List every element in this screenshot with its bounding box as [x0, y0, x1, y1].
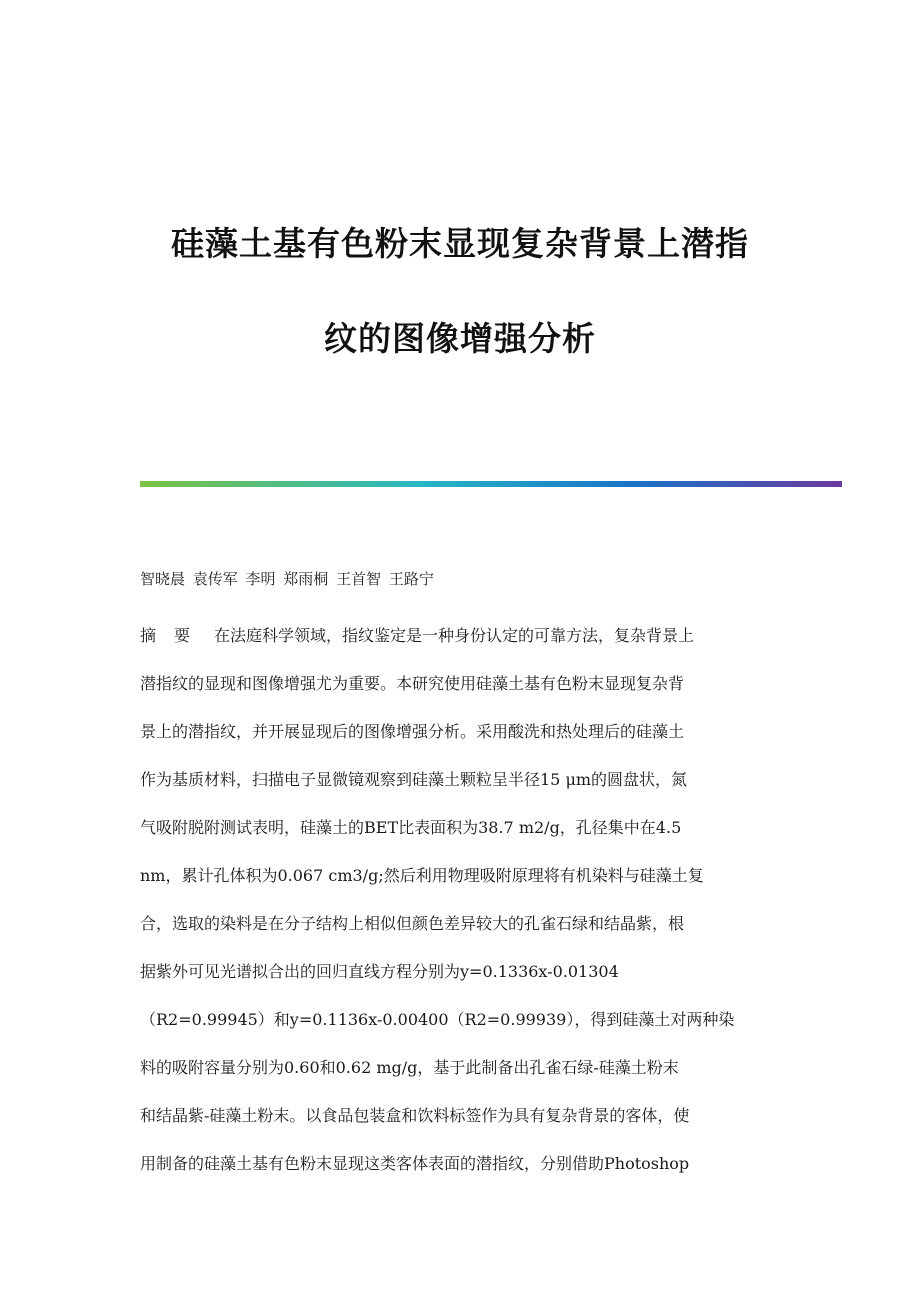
abstract-line: 作为基质材料，扫描电子显微镜观察到硅藻土颗粒呈半径15 μm的圆盘状，氮 [140, 770, 688, 789]
abstract-line: 用制备的硅藻土基有色粉末显现这类客体表面的潜指纹，分别借助Photoshop [140, 1154, 690, 1173]
title-divider [140, 481, 842, 487]
abstract-line: 料的吸附容量分别为0.60和0.62 mg/g，基于此制备出孔雀石绿-硅藻土粉末 [140, 1058, 679, 1077]
abstract-text: 在法庭科学领域，指纹鉴定是一种身份认定的可靠方法，复杂背景上 [214, 626, 695, 645]
abstract-line: 据紫外可见光谱拟合出的回归直线方程分别为y=0.1336x-0.01304 [140, 962, 619, 981]
abstract-line: 潜指纹的显现和图像增强尤为重要。本研究使用硅藻土基有色粉末显现复杂背 [140, 674, 685, 693]
paper-title-line-1: 硅藻土基有色粉末显现复杂背景上潜指 [171, 224, 749, 263]
abstract-line: 合，选取的染料是在分子结构上相似但颜色差异较大的孔雀石绿和结晶紫，根 [140, 914, 685, 933]
abstract-line: 景上的潜指纹，并开展显现后的图像增强分析。采用酸洗和热处理后的硅藻土 [140, 722, 685, 741]
abstract-line: 气吸附脱附测试表明，硅藻土的BET比表面积为38.7 m2/g，孔径集中在4.5 [140, 818, 682, 837]
author-list: 智晓晨 袁传军 李明 郑雨桐 王首智 王路宁 [140, 570, 434, 588]
abstract-line [140, 622, 780, 670]
abstract-line: （R2=0.99945）和y=0.1136x-0.00400（R2=0.99939），得到硅藻土对两种染 [140, 1010, 735, 1029]
abstract-line: 和结晶紫-硅藻土粉末。以食品包装盒和饮料标签作为具有复杂背景的客体，使 [140, 1106, 690, 1125]
paper-title-line-2: 纹的图像增强分析 [324, 319, 596, 358]
abstract [140, 622, 780, 1198]
abstract-label: 摘要 [140, 626, 209, 645]
abstract-line: nm，累计孔体积为0.067 cm3/g;然后利用物理吸附原理将有机染料与硅藻土复 [140, 866, 704, 885]
